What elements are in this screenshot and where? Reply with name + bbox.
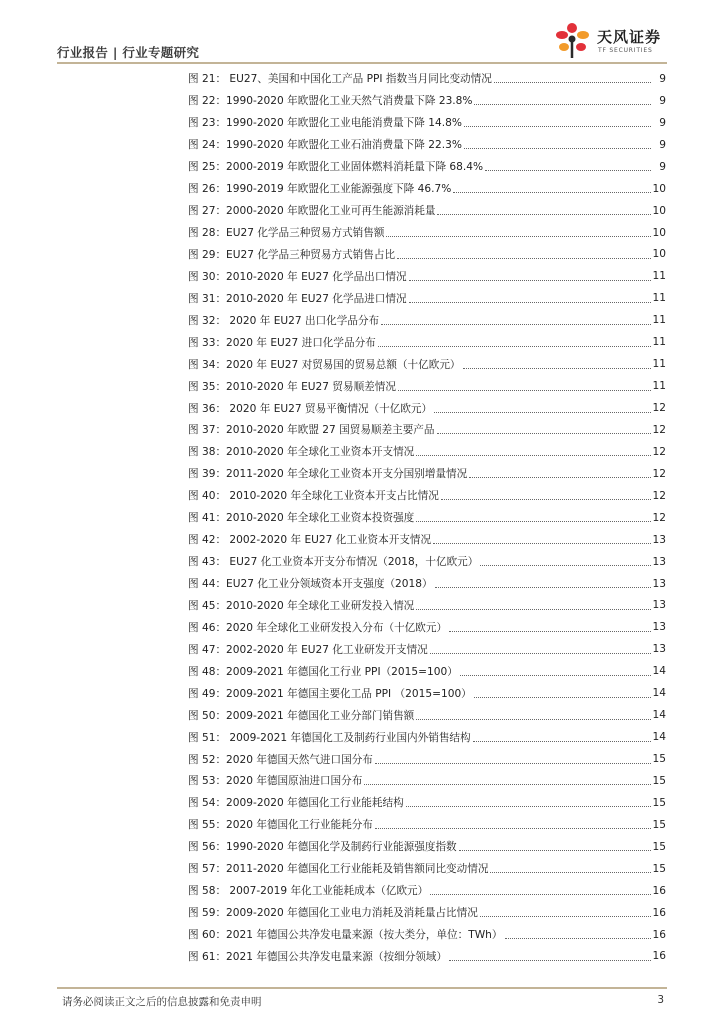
toc-entry-title: 图 46：2020 年全球化工业研发投入分布（十亿欧元） <box>188 621 448 634</box>
toc-entry-page: 15 <box>652 774 666 787</box>
toc-entry[interactable] <box>188 200 666 222</box>
dot-leader <box>473 741 651 742</box>
toc-entry-title: 图 45：2010-2020 年全球化工业研发投入情况 <box>188 599 415 612</box>
toc-entry[interactable] <box>188 222 666 244</box>
toc-entry-title: 图 47：2002-2020 年 EU27 化工业研发开支情况 <box>188 643 428 656</box>
toc-entry-page: 10 <box>652 204 666 217</box>
dot-leader <box>480 916 651 917</box>
dot-leader <box>441 499 651 500</box>
toc-entry-page: 9 <box>659 160 666 173</box>
toc-entry-page: 9 <box>659 72 666 85</box>
toc-entry[interactable] <box>188 924 666 946</box>
header-divider <box>57 62 667 64</box>
toc-entry-title: 图 43： EU27 化工业资本开支分布情况（2018，十亿欧元） <box>188 556 479 569</box>
toc-entry-page: 13 <box>652 599 666 612</box>
dot-leader <box>378 346 651 347</box>
toc-entry-page: 12 <box>652 423 666 436</box>
toc-entry-title: 图 40： 2010-2020 年全球化工业资本开支占比情况 <box>188 490 439 503</box>
toc-entry[interactable] <box>188 309 666 331</box>
dot-leader <box>435 587 651 588</box>
toc-entry[interactable] <box>188 68 666 90</box>
dot-leader <box>453 192 651 193</box>
toc-entry-title: 图 24：1990-2020 年欧盟化工业石油消费量下降 22.3% <box>188 139 462 152</box>
toc-entry[interactable] <box>188 529 666 551</box>
toc-entry[interactable] <box>188 397 666 419</box>
dot-leader <box>406 806 651 807</box>
dot-leader <box>397 258 651 259</box>
toc-entry-title: 图 58： 2007-2019 年化工业能耗成本（亿欧元） <box>188 885 429 898</box>
toc-entry[interactable] <box>188 463 666 485</box>
toc-entry-page: 10 <box>652 248 666 261</box>
toc-entry-title: 图 32： 2020 年 EU27 出口化学品分布 <box>188 314 380 327</box>
flower-logo-icon <box>552 20 596 62</box>
dot-leader <box>416 719 651 720</box>
dot-leader <box>459 850 651 851</box>
toc-entry-page: 11 <box>652 336 666 349</box>
toc-entry-title: 图 36： 2020 年 EU27 贸易平衡情况（十亿欧元） <box>188 402 433 415</box>
toc-entry-page: 12 <box>652 402 666 415</box>
toc-entry-title: 图 30：2010-2020 年 EU27 化学品出口情况 <box>188 270 407 283</box>
dot-leader <box>364 784 651 785</box>
toc-entry[interactable] <box>188 616 666 638</box>
dot-leader <box>480 565 651 566</box>
toc-entry[interactable] <box>188 178 666 200</box>
toc-entry[interactable] <box>188 441 666 463</box>
toc-entry-page: 15 <box>652 796 666 809</box>
toc-entry-title: 图 48：2009-2021 年德国化工行业 PPI（2015=100） <box>188 665 458 678</box>
toc-entry-title: 图 34：2020 年 EU27 对贸易国的贸易总额（十亿欧元） <box>188 358 461 371</box>
toc-entry-title: 图 41：2010-2020 年全球化工业资本投资强度 <box>188 512 415 525</box>
dot-leader <box>434 412 651 413</box>
dot-leader <box>381 324 651 325</box>
dot-leader <box>474 697 651 698</box>
dot-leader <box>398 390 651 391</box>
toc-entry-title: 图 38：2010-2020 年全球化工业资本开支情况 <box>188 446 415 459</box>
toc-entry[interactable] <box>188 770 666 792</box>
toc-entry-title: 图 21： EU27、美国和中国化工产品 PPI 指数当月同比变动情况 <box>188 73 492 86</box>
page-number: 3 <box>657 994 664 1006</box>
dot-leader <box>437 214 651 215</box>
toc-entry[interactable] <box>188 660 666 682</box>
toc-entry-title: 图 52：2020 年德国天然气进口国分布 <box>188 753 373 766</box>
toc-entry[interactable] <box>188 902 666 924</box>
toc-entry[interactable] <box>188 507 666 529</box>
toc-entry-page: 13 <box>652 533 666 546</box>
toc-entry[interactable] <box>188 836 666 858</box>
toc-entry-page: 15 <box>652 753 666 766</box>
dot-leader <box>409 280 651 281</box>
brand-subtitle: TF SECURITIES <box>598 47 653 54</box>
dot-leader <box>416 455 651 456</box>
toc-entry-title: 图 27：2000-2020 年欧盟化工业可再生能源消耗量 <box>188 205 436 218</box>
toc-entry-title: 图 42： 2002-2020 年 EU27 化工业资本开支情况 <box>188 534 432 547</box>
footer-divider <box>57 987 667 989</box>
dot-leader <box>494 82 651 83</box>
brand-name: 天风证券 <box>597 28 662 46</box>
toc-entry[interactable] <box>188 353 666 375</box>
toc-entry[interactable] <box>188 419 666 441</box>
toc-entry-page: 16 <box>652 928 666 941</box>
toc-entry-title: 图 28：EU27 化学品三种贸易方式销售额 <box>188 227 385 240</box>
toc-entry-title: 图 22：1990-2020 年欧盟化工业天然气消费量下降 23.8% <box>188 95 473 108</box>
toc-entry-page: 16 <box>652 906 666 919</box>
toc-entry-page: 12 <box>652 489 666 502</box>
toc-entry-page: 15 <box>652 862 666 875</box>
toc-entry[interactable] <box>188 946 666 968</box>
toc-entry[interactable] <box>188 880 666 902</box>
toc-entry-title: 图 25：2000-2019 年欧盟化工业固体燃料消耗量下降 68.4% <box>188 161 484 174</box>
dot-leader <box>464 148 651 149</box>
toc-entry-page: 13 <box>652 577 666 590</box>
toc-entry-title: 图 61：2021 年德国公共净发电量来源（按细分领域） <box>188 950 448 963</box>
toc-entry-title: 图 50：2009-2021 年德国化工业分部门销售额 <box>188 709 415 722</box>
report-category: 行业报告 | 行业专题研究 <box>57 45 200 60</box>
toc-entry[interactable] <box>188 792 666 814</box>
dot-leader <box>386 236 651 237</box>
toc-entry-title: 图 37：2010-2020 年欧盟 27 国贸易顺差主要产品 <box>188 424 435 437</box>
toc-entry-title: 图 29：EU27 化学品三种贸易方式销售占比 <box>188 248 396 261</box>
toc-entry[interactable] <box>188 573 666 595</box>
toc-entry-title: 图 39：2011-2020 年全球化工业资本开支分国别增量情况 <box>188 468 468 481</box>
toc-entry-title: 图 49：2009-2021 年德国主要化工品 PPI （2015=100） <box>188 687 472 700</box>
dot-leader <box>449 960 651 961</box>
toc-entry[interactable] <box>188 682 666 704</box>
toc-entry[interactable] <box>188 265 666 287</box>
toc-entry-page: 12 <box>652 511 666 524</box>
toc-entry-title: 图 33：2020 年 EU27 进口化学品分布 <box>188 336 376 349</box>
toc-entry-title: 图 54：2009-2020 年德国化工行业能耗结构 <box>188 797 404 810</box>
toc-entry-page: 11 <box>652 292 666 305</box>
dot-leader <box>416 521 651 522</box>
dot-leader <box>505 938 652 939</box>
dot-leader <box>416 609 651 610</box>
toc-entry[interactable] <box>188 244 666 266</box>
toc-entry[interactable] <box>188 595 666 617</box>
toc-entry-title: 图 55：2020 年德国化工行业能耗分布 <box>188 819 373 832</box>
toc-entry-page: 16 <box>652 950 666 963</box>
dot-leader <box>485 170 651 171</box>
toc-entry[interactable] <box>188 748 666 770</box>
toc-entry-title: 图 35：2010-2020 年 EU27 贸易顺差情况 <box>188 380 396 393</box>
toc-entry[interactable] <box>188 90 666 112</box>
brand-logo <box>552 20 667 62</box>
toc-entry-title: 图 60：2021 年德国公共净发电量来源（按大类分，单位：TWh） <box>188 929 503 942</box>
dot-leader <box>490 872 651 873</box>
dot-leader <box>460 675 651 676</box>
toc-entry[interactable] <box>188 485 666 507</box>
toc-entry-page: 14 <box>652 665 666 678</box>
dot-leader <box>463 368 651 369</box>
toc-entry-page: 15 <box>652 818 666 831</box>
dot-leader <box>433 543 651 544</box>
disclaimer-notice: 请务必阅读正文之后的信息披露和免责申明 <box>62 996 262 1008</box>
toc-entry[interactable] <box>188 551 666 573</box>
toc-entry-title: 图 44：EU27 化工业分领域资本开支强度（2018） <box>188 578 433 591</box>
dot-leader <box>464 126 651 127</box>
toc-entry-title: 图 57：2011-2020 年德国化工行业能耗及销售额同比变动情况 <box>188 863 489 876</box>
figure-table-of-contents <box>188 68 666 967</box>
dot-leader <box>449 631 651 632</box>
toc-entry-page: 12 <box>652 467 666 480</box>
dot-leader <box>430 894 651 895</box>
toc-entry-page: 9 <box>659 116 666 129</box>
toc-entry-page: 13 <box>652 643 666 656</box>
toc-entry[interactable] <box>188 858 666 880</box>
toc-entry-title: 图 53：2020 年德国原油进口国分布 <box>188 775 363 788</box>
dot-leader <box>375 763 651 764</box>
toc-entry-page: 9 <box>659 138 666 151</box>
dot-leader <box>474 104 651 105</box>
toc-entry[interactable] <box>188 331 666 353</box>
toc-entry[interactable] <box>188 814 666 836</box>
toc-entry-page: 11 <box>652 380 666 393</box>
toc-entry-page: 10 <box>652 226 666 239</box>
toc-entry-page: 11 <box>652 314 666 327</box>
dot-leader <box>409 302 651 303</box>
toc-entry-title: 图 56：1990-2020 年德国化学及制药行业能源强度指数 <box>188 841 457 854</box>
toc-entry-page: 14 <box>652 687 666 700</box>
toc-entry-page: 15 <box>652 840 666 853</box>
dot-leader <box>437 433 652 434</box>
toc-entry-page: 14 <box>652 709 666 722</box>
toc-entry-title: 图 23：1990-2020 年欧盟化工业电能消费量下降 14.8% <box>188 117 462 130</box>
toc-entry-page: 14 <box>652 731 666 744</box>
toc-entry[interactable] <box>188 287 666 309</box>
toc-entry-page: 13 <box>652 555 666 568</box>
dot-leader <box>469 477 651 478</box>
toc-entry-page: 12 <box>652 445 666 458</box>
toc-entry[interactable] <box>188 638 666 660</box>
toc-entry-page: 9 <box>659 94 666 107</box>
toc-entry[interactable] <box>188 112 666 134</box>
dot-leader <box>430 653 651 654</box>
toc-entry-title: 图 51： 2009-2021 年德国化工及制药行业国内外销售结构 <box>188 731 471 744</box>
toc-entry-page: 11 <box>652 270 666 283</box>
toc-entry-page: 13 <box>652 621 666 634</box>
toc-entry[interactable] <box>188 726 666 748</box>
toc-entry-title: 图 26：1990-2019 年欧盟化工业能源强度下降 46.7% <box>188 183 452 196</box>
dot-leader <box>375 828 651 829</box>
toc-entry[interactable] <box>188 156 666 178</box>
toc-entry[interactable] <box>188 134 666 156</box>
toc-entry-page: 16 <box>652 884 666 897</box>
toc-entry-title: 图 59：2009-2020 年德国化工业电力消耗及消耗量占比情况 <box>188 907 478 920</box>
toc-entry-page: 11 <box>652 358 666 371</box>
toc-entry-title: 图 31：2010-2020 年 EU27 化学品进口情况 <box>188 292 407 305</box>
toc-entry[interactable] <box>188 375 666 397</box>
toc-entry[interactable] <box>188 704 666 726</box>
toc-entry-page: 10 <box>652 182 666 195</box>
